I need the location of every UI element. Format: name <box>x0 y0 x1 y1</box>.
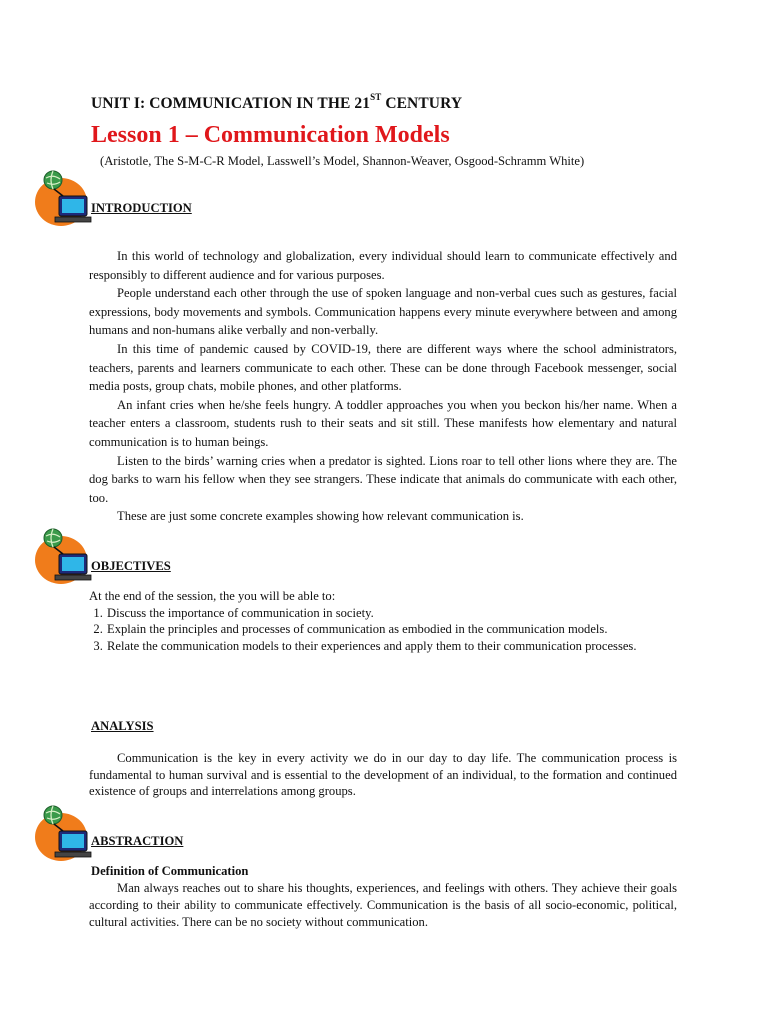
objectives-list <box>89 588 677 654</box>
intro-paragraph-6: These are just some concrete examples showing how relevant communication is. <box>117 509 524 524</box>
intro-paragraph-4: An infant cries when he/she feels hungry. A toddler approaches you when you beckon his/her name. When a teacher enters a classroom, students rush to their seats and sit still. These manifests how elementary and natural communication is to human beings. <box>89 397 677 449</box>
definition-subheading: Definition of Communication <box>91 864 249 878</box>
objectives-lead: At the end of the session, the you will be able to: <box>89 589 336 603</box>
analysis-body <box>89 750 677 800</box>
intro-paragraph-1: In this world of technology and globalization, every individual should learn to communicate effectively and responsibly to different audience and for various purposes. <box>89 249 677 282</box>
unit-title-text: UNIT I: COMMUNICATION IN THE 21 <box>91 95 371 113</box>
lesson-subtitle: (Aristotle, The S-M-C-R Model, Lasswell’s Model, Shannon-Weaver, Osgood-Schramm White) <box>100 154 585 168</box>
abstraction-paragraph: Man always reaches out to share his thoughts, experiences, and feelings with others. They achieve their goals according to their ability to communicate effectively. Communication is the basis of all socio-economic, political, cultural activities. There can be no society without communication. <box>89 881 677 929</box>
intro-paragraph-2: People understand each other through the use of spoken language and non-verbal cues such as gestures, facial expressions, body movements and symbols. Communication happens every minute everywhere between and among humans and non-humans alike verbally and non-verbally. <box>89 286 677 338</box>
analysis-paragraph: Communication is the key in every activity we do in our day to day life. The communication process is fundamental to human survival and is essential to the development of an individual, to the formation and continued existence of groups and interrelations among groups. <box>89 751 677 799</box>
objective-item-3: 3. Relate the communication models to their experiences and apply them to their communication processes. <box>106 638 677 655</box>
computer-globe-icon <box>33 526 93 586</box>
unit-title-end: CENTURY <box>381 95 463 113</box>
unit-title <box>91 94 462 113</box>
intro-paragraph-5: Listen to the birds’ warning cries when a predator is sighted. Lions roar to tell other lions where they are. The dog barks to warn his fellow when they see strangers. These indicate that animals do communicate with each other, too. <box>89 453 677 505</box>
analysis-heading: ANALYSIS <box>91 719 154 733</box>
abstraction-body <box>89 880 677 931</box>
lesson-title: Lesson 1 – Communication Models <box>91 122 450 148</box>
objective-item-2: 2. Explain the principles and processes of communication as embodied in the communication models. <box>106 621 677 638</box>
objective-item-1: 1. Discuss the importance of communication in society. <box>106 605 677 622</box>
unit-title-superscript: ST <box>370 92 382 102</box>
objectives-heading: OBJECTIVES <box>91 559 171 573</box>
computer-globe-icon <box>33 803 93 863</box>
introduction-heading: INTRODUCTION <box>91 201 192 215</box>
computer-globe-icon <box>33 168 93 228</box>
introduction-body <box>89 247 677 526</box>
intro-paragraph-3: In this time of pandemic caused by COVID-19, there are different ways where the school administrators, teachers, parents and learners communicate to each other. These can be done through Facebook messenger, social media posts, group chats, mobile phones, and other platforms. <box>89 341 677 394</box>
abstraction-heading: ABSTRACTION <box>91 834 184 848</box>
